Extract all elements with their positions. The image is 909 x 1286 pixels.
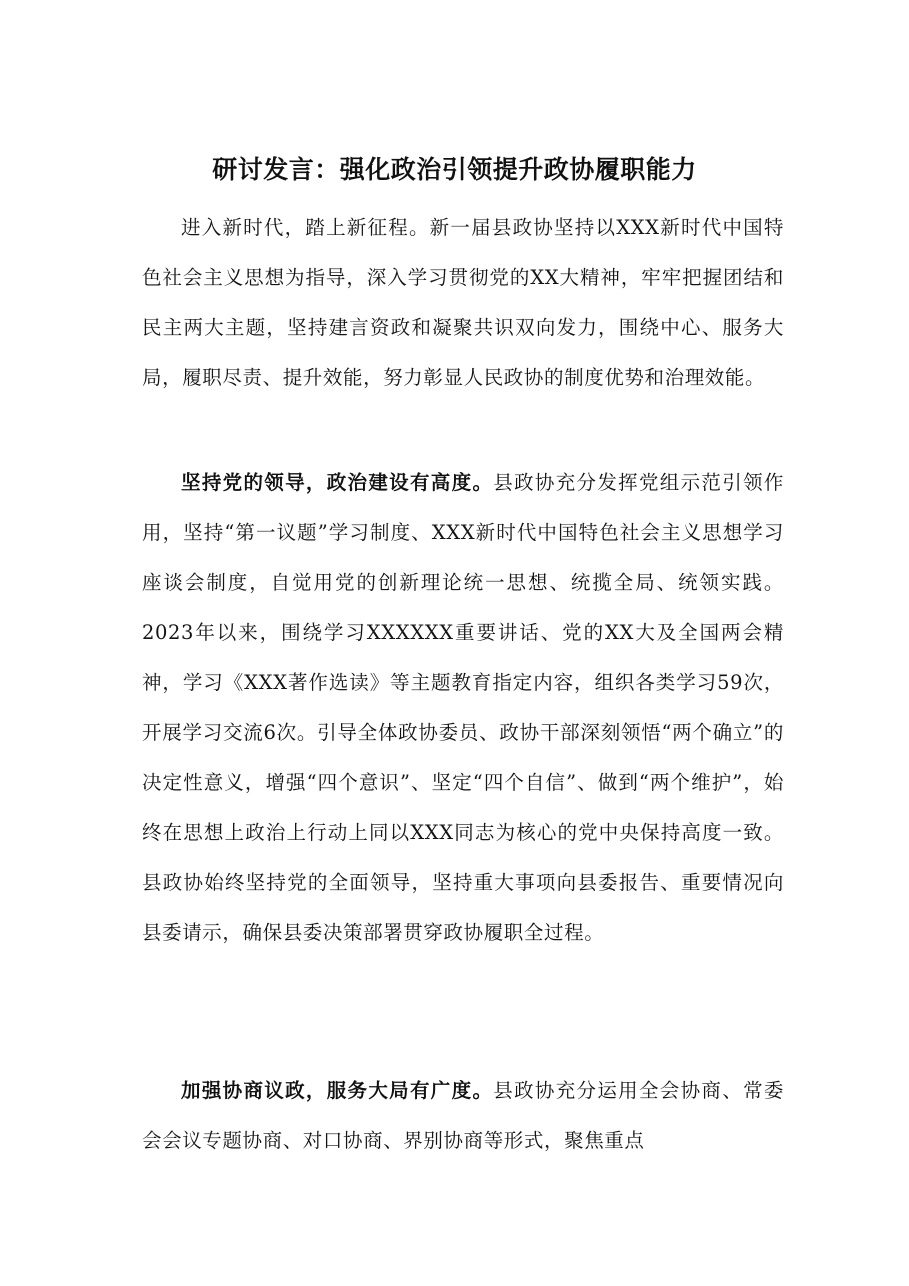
paragraph-text: 县政协充分发挥党组示范引领作用，坚持“第一议题”学习制度、XXX新时代中国特色社会主义思想学习座谈会制度，自觉用党的创新理论统一思想、统揽全局、统领实践。2023年以来，围绕学习XXXXXX重要讲话、党的XX大及全国两会精神，学习《XXX著作选读》等主题教育指定内容，组织各类学习59次，开展学习交流6次。引导全体政协委员、政协干部深刻领悟“两个确立”的决定性意义，增强“四个意识”、坚定“四个自信”、做到“两个维护”，始终在思想上政治上行动上同以XXX同志为核心的党中央保持高度一致。县政协始终坚持党的全面领导，坚持重大事项向县委报告、重要情况向县委请示，确保县委决策部署贯穿政协履职全过程。 xyxy=(142,471,784,944)
paragraph-consultation xyxy=(142,1066,784,1166)
paragraph-intro xyxy=(142,203,784,403)
paragraph-text: 进入新时代，踏上新征程。新一届县政协坚持以XXX新时代中国特色社会主义思想为指导，深入学习贯彻党的XX大精神，牢牢把握团结和民主两大主题，坚持建言资政和凝聚共识双向发力，围绕中心、服务大局，履职尽责、提升效能，努力彰显人民政协的制度优势和治理效能。 xyxy=(142,216,784,389)
document-title: 研讨发言：强化政治引领提升政协履职能力 xyxy=(212,155,697,184)
paragraph-party-leadership xyxy=(142,458,784,958)
paragraph-lead: 坚持党的领导，政治建设有高度。 xyxy=(181,471,494,494)
paragraph-text: 县政协充分运用全会协商、常委会会议专题协商、对口协商、界别协商等形式，聚焦重点 xyxy=(142,1079,784,1152)
paragraph-lead: 加强协商议政，服务大局有广度。 xyxy=(181,1079,494,1102)
